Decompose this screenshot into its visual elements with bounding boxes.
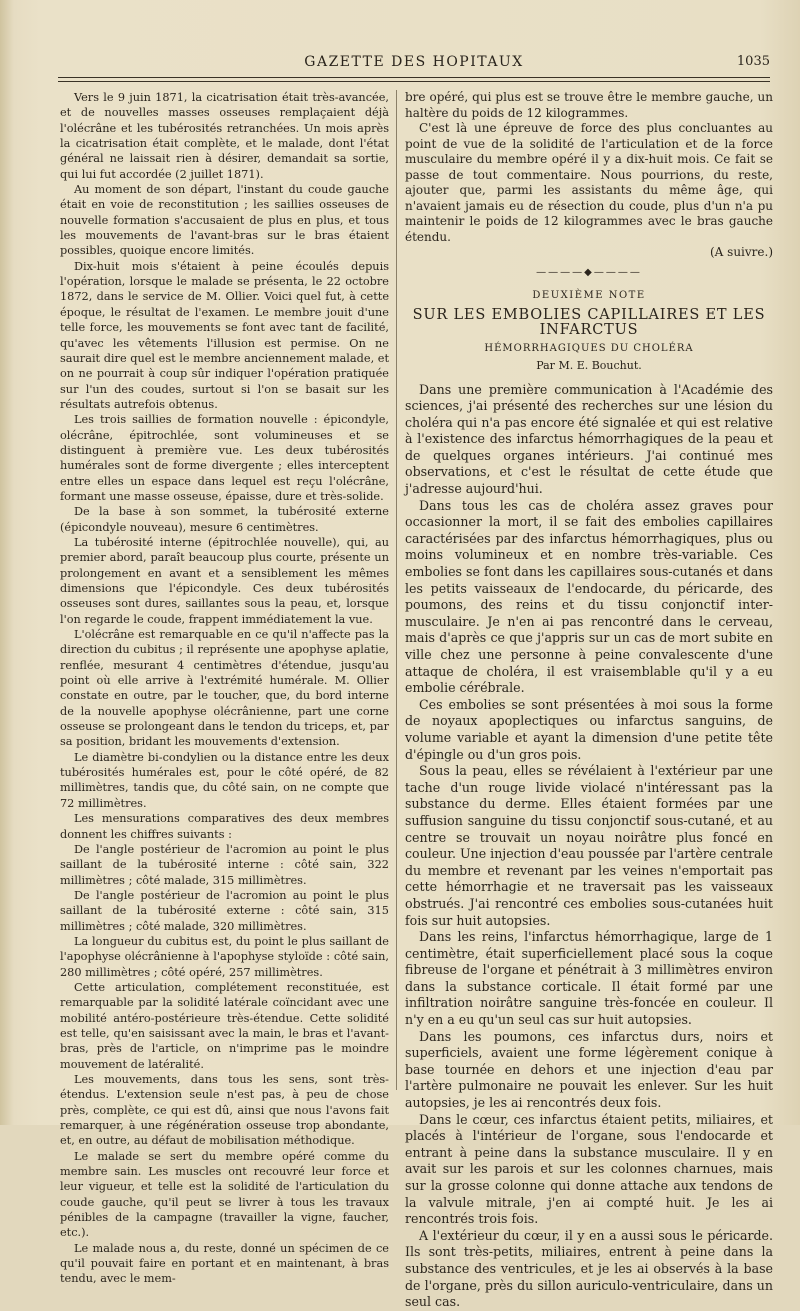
header-rule-double — [58, 81, 770, 82]
byline: Par M. E. Bouchut. — [536, 359, 642, 372]
page-number: 1035 — [736, 54, 770, 69]
section-label: DEUXIÈME NOTE — [532, 290, 646, 301]
paragraph: Au moment de son départ, l'instant du coude gauche était en voie de reconstitution ; les saillies osseuses de nouvelle formation s'accusaient de plus en plus, et tous les mouvements de l'avant-bras sur le bras étaient possibles, quoique encore limités. — [60, 183, 389, 258]
paragraph: Dans une première communication à l'Académie des sciences, j'ai présenté des recherches sur une lésion du choléra qui n'a pas encore été signalée et qui est relative à l'existence des infarctus hémorrhagiques de la peau et de quelques organes intérieurs. J'ai continué mes observations, et c'est le résultat de cette étude que j'adresse aujourd'hui. — [405, 381, 773, 497]
paragraph: Dans les poumons, ces infarctus durs, noirs et superficiels, avaient une forme légèrement conique à base tournée en dehors et une injection d'eau par l'artère pulmonaire ne pouvait les enlever. Sur les huit autopsies, je les ai rencontrés deux fois. — [405, 1028, 773, 1111]
paragraph: Dans le cœur, ces infarctus étaient petits, miliaires, et placés à l'intérieur de l'organe, sous l'endocarde et entrant à peine dans la substance musculaire. Il y en avait sur les parois et sur les colonnes charnues, mais sur la grosse colonne qui donne attache aux tendons de la valvule mitrale, j'en ai compté huit. Je les ai rencontrés trois fois. — [405, 1111, 773, 1227]
section-title: SUR LES EMBOLIES CAPILLAIRES ET LES INFARCTUS — [412, 306, 766, 338]
paragraph: Cette articulation, complétement reconstituée, est remarquable par la solidité latérale coïncidant avec une mobilité antéro-postérieure très-étendue. Cette solidité est telle, qu'en saisissant avec la main, le bras et l'avant-bras, près de l'article, on n'imprime pas le moindre mouvement de latéralité. — [60, 980, 389, 1071]
section-subtitle: HÉMORRHAGIQUES DU CHOLÉRA — [484, 342, 694, 354]
paragraph: Le diamètre bi-condylien ou la distance entre les deux tubérosités humérales est, pour le côté opéré, de 82 millimètres, tandis que, du côté sain, on ne compte que 72 millimètres. — [60, 750, 389, 810]
paragraph: Les mensurations comparatives des deux membres donnent les chiffres suivants : — [60, 812, 389, 841]
paragraph: A l'extérieur du cœur, il y en a aussi sous le péricarde. Ils sont très-petits, miliaires, entrent à peine dans la substance des ventricules, et je les ai observés à la base de l'organe, près du sillon auriculo-ventriculaire, dans un seul cas. — [405, 1227, 773, 1310]
paragraph: Les trois saillies de formation nouvelle : épicondyle, olécrâne, épitrochlée, sont volumineuses et se distinguent à première vue. Les deux tubérosités humérales sont de forme divergente ; elles interceptent entre elles un espace dans lequel est reçu l'olécrâne, formant une masse osseuse, épaisse, dure et très-solide. — [60, 413, 389, 503]
ornament-divider: ————◆———— — [536, 266, 642, 278]
paragraph: De l'angle postérieur de l'acromion au point le plus saillant de la tubérosité externe : côté sain, 315 millimètres ; côté malade, 320 millimètres. — [60, 888, 389, 933]
paragraph: bre opéré, qui plus est se trouve être le membre gauche, un haltère du poids de 12 kilogrammes. — [405, 90, 773, 120]
a-suivre: (A suivre.) — [710, 245, 773, 259]
paragraph: Le malade se sert du membre opéré comme du membre sain. Les muscles ont recouvré leur force et leur vigueur, et telle est la solidité de l'articulation du coude gauche, qu'il peut se livrer à tous les travaux pénibles de la campagne (travailler la vigne, faucher, etc.). — [60, 1149, 389, 1240]
paragraph: De l'angle postérieur de l'acromion au point le plus saillant de la tubérosité interne : côté sain, 322 millimètres ; côté malade, 315 millimètres. — [60, 842, 389, 887]
page-header — [58, 54, 770, 74]
paragraph: Ces embolies se sont présentées à moi sous la forme de noyaux apoplectiques ou infarctus sanguins, de volume variable et ayant la dimension d'une petite tête d'épingle ou d'un gros pois. — [405, 696, 773, 762]
paragraph: C'est là une épreuve de force des plus concluantes au point de vue de la solidité de l'articulation et de la force musculaire du membre opéré il y a dix-huit mois. Ce fait se passe de tout commentaire. Nous pourrions, du reste, ajouter que, parmi les assistants du même âge, qui n'avaient jamais eu de résection du coude, plus d'un n'a pu maintenir le poids de 12 kilogrammes avec le bras gauche étendu. — [405, 121, 773, 244]
paragraph: La tubérosité interne (épitrochlée nouvelle), qui, au premier abord, paraît beaucoup plus courte, présente un prolongement en avant et a sensiblement les mêmes dimensions que l'épicondyle. Ces deux tubérosités osseuses sont dures, saillantes sous la peau, et, lorsque l'on regarde le coude, frappent immédiatement la vue. — [60, 535, 389, 626]
left-column — [60, 90, 389, 1287]
paragraph: De la base à son sommet, la tubérosité externe (épicondyle nouveau), mesure 6 centimètres. — [60, 505, 389, 534]
running-title: GAZETTE DES HOPITAUX — [304, 54, 524, 70]
paragraph: Dix-huit mois s'étaient à peine écoulés depuis l'opération, lorsque le malade se présenta, le 22 octobre 1872, dans le service de M. Ollier. Voici quel fut, à cette époque, le résultat de l'examen. Le membre jouit d'une telle force, les mouvements se font avec tant de facilité, qu'avec les vêtements l'illusion est permise. On ne saurait dire quel est le membre anciennement malade, et on ne pourrait à coup sûr indiquer l'opération pratiquée sur l'un des coudes, surtout si l'on se basait sur les résultats autrefois obtenus. — [60, 259, 389, 411]
column-divider — [396, 90, 397, 1090]
paragraph: Le malade nous a, du reste, donné un spécimen de ce qu'il pouvait faire en portant et en maintenant, à bras tendu, avec le mem- — [60, 1241, 389, 1286]
paragraph: Dans les reins, l'infarctus hémorrhagique, large de 1 centimètre, était superficiellement placé sous la coque fibreuse de l'organe et pénétrait à 3 millimètres environ dans la substance corticale. Il était formé par une infiltration noirâtre sanguine très-foncée en couleur. Il n'y en a eu qu'un seul cas sur huit autopsies. — [405, 929, 773, 1028]
paragraph: Dans tous les cas de choléra assez graves pour occasionner la mort, il se fait des embolies capillaires caractérisées par des infarctus hémorrhagiques, plus ou moins volumineux et en nombre très-variable. Ces embolies se font dans les capillaires sous-cutanés et dans les petits vaisseaux de l'endocarde, du péricarde, des poumons, des reins et du tissu conjonctif inter-musculaire. Je n'en ai pas rencontré dans le cerveau, mais d'après ce que j'appris sur un cas de mort subite en ville chez une personne à peine convalescente d'une attaque de choléra, il est vraisemblable qu'il y a eu embolie cérébrale. — [405, 497, 773, 696]
paragraph: Les mouvements, dans tous les sens, sont très-étendus. L'extension seule n'est pas, à peu de chose près, complète, ce qui est dû, ainsi que nous l'avons fait remarquer, à une régénération osseuse trop abondante, et, en outre, au défaut de mobilisation méthodique. — [60, 1073, 389, 1148]
right-column — [405, 90, 773, 1311]
header-rule — [58, 77, 770, 78]
paragraph: L'olécrâne est remarquable en ce qu'il n'affecte pas la direction du cubitus ; il représente une apophyse aplatie, renflée, mesurant 4 centimètres d'étendue, jusqu'au point où elle arrive à l'extrémité humérale. M. Ollier constate en outre, par le toucher, que, du bord interne de la nouvelle apophyse olécrânienne, part une corne osseuse se prolongeant dans le tendon du triceps, et, par sa position, bridant les mouvements d'extension. — [60, 628, 389, 749]
paragraph: La longueur du cubitus est, du point le plus saillant de l'apophyse olécrânienne à l'apophyse styloïde : côté sain, 280 millimètres ; côté opéré, 257 millimètres. — [60, 934, 389, 979]
paragraph: Sous la peau, elles se révélaient à l'extérieur par une tache d'un rouge livide violacé n'intéressant pas la substance du derme. Elles étaient formées par une suffusion sanguine du tissu conjonctif sous-cutané, et au centre se trouvait un noyau noirâtre plus foncé en couleur. Une injection d'eau poussée par l'artère centrale du membre et revenant par les veines n'emportait pas cette hémorrhagie et ne traversait pas les vaisseaux obstrués. J'ai rencontré ces embolies sous-cutanées huit fois sur huit autopsies. — [405, 763, 773, 928]
paragraph: Vers le 9 juin 1871, la cicatrisation était très-avancée, et de nouvelles masses osseuses remplaçaient déjà l'olécrâne et les tubérosités retranchées. Un mois après la cicatrisation était complète, et le malade, dont l'état général ne laissait rien à désirer, demandait sa sortie, qui lui fut accordée (2 juillet 1871). — [60, 91, 389, 181]
